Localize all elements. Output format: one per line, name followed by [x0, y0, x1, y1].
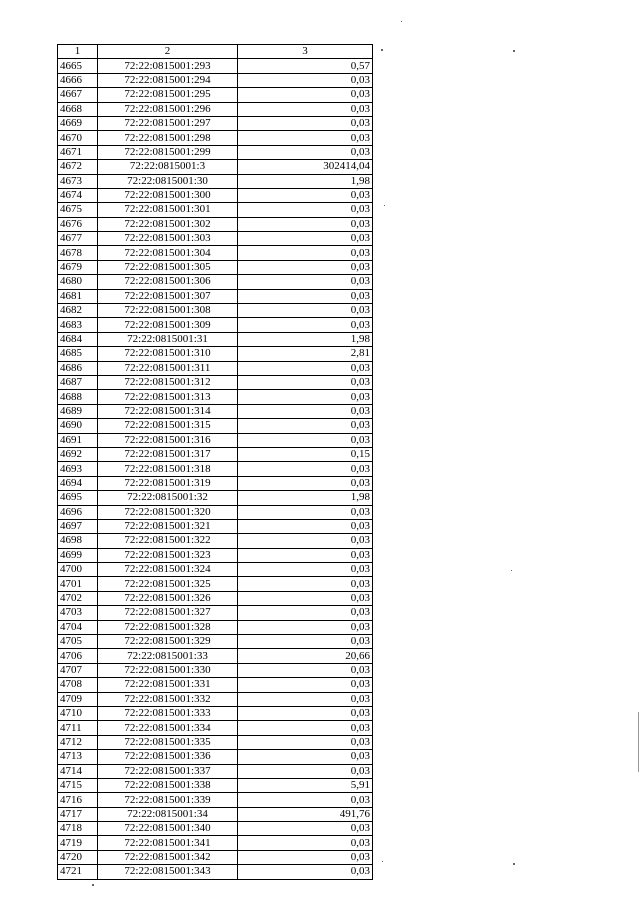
table-row [58, 304, 373, 318]
row-value: 0,03 [238, 836, 373, 850]
row-number: 4705 [58, 635, 98, 649]
scan-speck [382, 861, 383, 862]
table-row [58, 260, 373, 274]
row-value: 0,03 [238, 865, 373, 879]
parcel-table [57, 44, 373, 880]
cadastral-number: 72:22:0815001:306 [98, 275, 238, 289]
header-col-2: 2 [98, 45, 238, 59]
cadastral-number: 72:22:0815001:300 [98, 188, 238, 202]
row-value: 0,03 [238, 750, 373, 764]
cadastral-number: 72:22:0815001:305 [98, 260, 238, 274]
row-value: 2,81 [238, 347, 373, 361]
row-number: 4682 [58, 304, 98, 318]
cadastral-number: 72:22:0815001:327 [98, 606, 238, 620]
row-number: 4670 [58, 131, 98, 145]
row-number: 4708 [58, 678, 98, 692]
row-value: 0,03 [238, 534, 373, 548]
table-row [58, 620, 373, 634]
row-value: 0,03 [238, 232, 373, 246]
cadastral-number: 72:22:0815001:315 [98, 419, 238, 433]
row-number: 4721 [58, 865, 98, 879]
row-number: 4710 [58, 706, 98, 720]
table-row [58, 347, 373, 361]
row-number: 4712 [58, 735, 98, 749]
cadastral-number: 72:22:0815001:337 [98, 764, 238, 778]
row-number: 4690 [58, 419, 98, 433]
row-value: 0,03 [238, 246, 373, 260]
row-number: 4696 [58, 505, 98, 519]
cadastral-number: 72:22:0815001:336 [98, 750, 238, 764]
cadastral-number: 72:22:0815001:297 [98, 116, 238, 130]
row-number: 4702 [58, 591, 98, 605]
cadastral-number: 72:22:0815001:314 [98, 404, 238, 418]
table-row [58, 635, 373, 649]
row-value: 0,03 [238, 635, 373, 649]
row-number: 4676 [58, 217, 98, 231]
row-number: 4689 [58, 404, 98, 418]
cadastral-number: 72:22:0815001:318 [98, 462, 238, 476]
cadastral-number: 72:22:0815001:324 [98, 563, 238, 577]
table-row [58, 73, 373, 87]
table-row [58, 534, 373, 548]
table-row [58, 519, 373, 533]
row-number: 4693 [58, 462, 98, 476]
row-value: 0,03 [238, 663, 373, 677]
row-value: 0,03 [238, 188, 373, 202]
table-row [58, 419, 373, 433]
row-number: 4701 [58, 577, 98, 591]
table-row [58, 289, 373, 303]
cadastral-number: 72:22:0815001:301 [98, 203, 238, 217]
header-row [58, 45, 373, 59]
table-row [58, 318, 373, 332]
row-value: 0,03 [238, 692, 373, 706]
cadastral-number: 72:22:0815001:33 [98, 649, 238, 663]
table-row [58, 476, 373, 490]
row-number: 4678 [58, 246, 98, 260]
row-number: 4709 [58, 692, 98, 706]
row-value: 0,03 [238, 793, 373, 807]
row-value: 0,03 [238, 735, 373, 749]
table-row [58, 663, 373, 677]
row-value: 0,03 [238, 73, 373, 87]
row-number: 4717 [58, 807, 98, 821]
row-value: 0,03 [238, 548, 373, 562]
table-row [58, 505, 373, 519]
row-value: 0,03 [238, 375, 373, 389]
row-number: 4672 [58, 160, 98, 174]
row-number: 4688 [58, 390, 98, 404]
cadastral-number: 72:22:0815001:317 [98, 447, 238, 461]
row-number: 4665 [58, 59, 98, 73]
cadastral-number: 72:22:0815001:299 [98, 145, 238, 159]
row-number: 4681 [58, 289, 98, 303]
row-number: 4683 [58, 318, 98, 332]
table-row [58, 88, 373, 102]
row-value: 0,03 [238, 462, 373, 476]
cadastral-number: 72:22:0815001:330 [98, 663, 238, 677]
table-row [58, 548, 373, 562]
table-row [58, 778, 373, 792]
cadastral-number: 72:22:0815001:311 [98, 361, 238, 375]
row-value: 0,03 [238, 131, 373, 145]
row-value: 0,15 [238, 447, 373, 461]
row-value: 0,03 [238, 217, 373, 231]
cadastral-number: 72:22:0815001:3 [98, 160, 238, 174]
row-number: 4700 [58, 563, 98, 577]
cadastral-number: 72:22:0815001:316 [98, 433, 238, 447]
row-value: 0,03 [238, 577, 373, 591]
scan-speck [381, 49, 383, 51]
row-number: 4671 [58, 145, 98, 159]
cadastral-number: 72:22:0815001:335 [98, 735, 238, 749]
table-row [58, 332, 373, 346]
row-number: 4707 [58, 663, 98, 677]
row-number: 4714 [58, 764, 98, 778]
cadastral-number: 72:22:0815001:31 [98, 332, 238, 346]
row-value: 0,03 [238, 606, 373, 620]
row-value: 0,03 [238, 304, 373, 318]
row-value: 0,57 [238, 59, 373, 73]
cadastral-number: 72:22:0815001:295 [98, 88, 238, 102]
row-value: 0,03 [238, 102, 373, 116]
row-value: 0,03 [238, 519, 373, 533]
row-number: 4667 [58, 88, 98, 102]
table-row [58, 836, 373, 850]
row-value: 0,03 [238, 706, 373, 720]
row-number: 4692 [58, 447, 98, 461]
cadastral-number: 72:22:0815001:32 [98, 491, 238, 505]
scan-speck [511, 570, 512, 571]
row-value: 0,03 [238, 563, 373, 577]
table-row [58, 203, 373, 217]
cadastral-number: 72:22:0815001:320 [98, 505, 238, 519]
cadastral-number: 72:22:0815001:332 [98, 692, 238, 706]
row-value: 0,03 [238, 850, 373, 864]
row-value: 0,03 [238, 764, 373, 778]
cadastral-number: 72:22:0815001:339 [98, 793, 238, 807]
row-value: 1,98 [238, 491, 373, 505]
row-number: 4668 [58, 102, 98, 116]
row-value: 302414,04 [238, 160, 373, 174]
row-value: 0,03 [238, 476, 373, 490]
row-value: 0,03 [238, 203, 373, 217]
cadastral-number: 72:22:0815001:325 [98, 577, 238, 591]
row-value: 1,98 [238, 332, 373, 346]
row-number: 4675 [58, 203, 98, 217]
row-value: 0,03 [238, 318, 373, 332]
cadastral-number: 72:22:0815001:338 [98, 778, 238, 792]
table-row [58, 217, 373, 231]
row-number: 4685 [58, 347, 98, 361]
row-number: 4674 [58, 188, 98, 202]
scan-speck [513, 50, 515, 52]
row-value: 0,03 [238, 433, 373, 447]
cadastral-number: 72:22:0815001:294 [98, 73, 238, 87]
cadastral-number: 72:22:0815001:307 [98, 289, 238, 303]
table-row [58, 447, 373, 461]
cadastral-number: 72:22:0815001:319 [98, 476, 238, 490]
row-value: 0,03 [238, 116, 373, 130]
table-row [58, 404, 373, 418]
cadastral-number: 72:22:0815001:308 [98, 304, 238, 318]
row-value: 0,03 [238, 591, 373, 605]
table-row [58, 491, 373, 505]
row-value: 20,66 [238, 649, 373, 663]
cadastral-number: 72:22:0815001:334 [98, 721, 238, 735]
cadastral-number: 72:22:0815001:303 [98, 232, 238, 246]
table-row [58, 433, 373, 447]
cadastral-number: 72:22:0815001:342 [98, 850, 238, 864]
row-value: 0,03 [238, 88, 373, 102]
row-number: 4691 [58, 433, 98, 447]
cadastral-number: 72:22:0815001:340 [98, 822, 238, 836]
row-number: 4687 [58, 375, 98, 389]
row-value: 0,03 [238, 721, 373, 735]
row-value: 0,03 [238, 361, 373, 375]
table-row [58, 678, 373, 692]
table-row [58, 375, 373, 389]
cadastral-number: 72:22:0815001:326 [98, 591, 238, 605]
table-row [58, 807, 373, 821]
cadastral-number: 72:22:0815001:329 [98, 635, 238, 649]
row-value: 0,03 [238, 145, 373, 159]
table-row [58, 764, 373, 778]
row-number: 4706 [58, 649, 98, 663]
cadastral-number: 72:22:0815001:341 [98, 836, 238, 850]
row-value: 491,76 [238, 807, 373, 821]
cadastral-number: 72:22:0815001:34 [98, 807, 238, 821]
scan-edge [638, 712, 639, 772]
cadastral-number: 72:22:0815001:310 [98, 347, 238, 361]
table-row [58, 174, 373, 188]
row-number: 4704 [58, 620, 98, 634]
cadastral-number: 72:22:0815001:302 [98, 217, 238, 231]
cadastral-number: 72:22:0815001:328 [98, 620, 238, 634]
cadastral-number: 72:22:0815001:343 [98, 865, 238, 879]
table-row [58, 850, 373, 864]
cadastral-number: 72:22:0815001:321 [98, 519, 238, 533]
header-col-3: 3 [238, 45, 373, 59]
row-number: 4698 [58, 534, 98, 548]
cadastral-number: 72:22:0815001:298 [98, 131, 238, 145]
table-row [58, 721, 373, 735]
cadastral-number: 72:22:0815001:30 [98, 174, 238, 188]
table-row [58, 649, 373, 663]
table-row [58, 591, 373, 605]
row-number: 4713 [58, 750, 98, 764]
row-value: 0,03 [238, 275, 373, 289]
row-value: 0,03 [238, 678, 373, 692]
table-row [58, 577, 373, 591]
row-number: 4686 [58, 361, 98, 375]
table-row [58, 390, 373, 404]
table-row [58, 865, 373, 879]
table-row [58, 116, 373, 130]
row-value: 0,03 [238, 260, 373, 274]
table-row [58, 706, 373, 720]
row-number: 4669 [58, 116, 98, 130]
table-row [58, 246, 373, 260]
cadastral-number: 72:22:0815001:312 [98, 375, 238, 389]
row-value: 0,03 [238, 404, 373, 418]
cadastral-number: 72:22:0815001:331 [98, 678, 238, 692]
cadastral-number: 72:22:0815001:309 [98, 318, 238, 332]
cadastral-number: 72:22:0815001:323 [98, 548, 238, 562]
row-number: 4666 [58, 73, 98, 87]
table-row [58, 692, 373, 706]
row-number: 4694 [58, 476, 98, 490]
row-number: 4697 [58, 519, 98, 533]
table-row [58, 102, 373, 116]
table-row [58, 563, 373, 577]
row-number: 4711 [58, 721, 98, 735]
row-number: 4718 [58, 822, 98, 836]
scan-speck [401, 21, 402, 22]
table-row [58, 160, 373, 174]
header-col-1: 1 [58, 45, 98, 59]
row-number: 4720 [58, 850, 98, 864]
table-row [58, 145, 373, 159]
cadastral-number: 72:22:0815001:313 [98, 390, 238, 404]
row-number: 4677 [58, 232, 98, 246]
table-row [58, 822, 373, 836]
scan-speck [92, 884, 94, 886]
scan-speck [384, 205, 385, 206]
row-number: 4684 [58, 332, 98, 346]
table-row [58, 750, 373, 764]
table-row [58, 462, 373, 476]
cadastral-number: 72:22:0815001:304 [98, 246, 238, 260]
row-value: 0,03 [238, 822, 373, 836]
table-body [58, 59, 373, 879]
row-value: 0,03 [238, 419, 373, 433]
cadastral-number: 72:22:0815001:333 [98, 706, 238, 720]
row-value: 1,98 [238, 174, 373, 188]
cadastral-number: 72:22:0815001:322 [98, 534, 238, 548]
scan-speck [513, 863, 515, 865]
row-value: 0,03 [238, 390, 373, 404]
row-number: 4719 [58, 836, 98, 850]
table-row [58, 131, 373, 145]
table-row [58, 59, 373, 73]
table-row [58, 361, 373, 375]
cadastral-number: 72:22:0815001:296 [98, 102, 238, 116]
row-number: 4680 [58, 275, 98, 289]
row-value: 0,03 [238, 620, 373, 634]
table-row [58, 735, 373, 749]
row-number: 4715 [58, 778, 98, 792]
table-row [58, 232, 373, 246]
row-number: 4703 [58, 606, 98, 620]
table-row [58, 606, 373, 620]
row-number: 4716 [58, 793, 98, 807]
row-value: 0,03 [238, 505, 373, 519]
row-number: 4699 [58, 548, 98, 562]
cadastral-number: 72:22:0815001:293 [98, 59, 238, 73]
table-row [58, 793, 373, 807]
row-number: 4673 [58, 174, 98, 188]
row-value: 0,03 [238, 289, 373, 303]
table-row [58, 275, 373, 289]
row-value: 5,91 [238, 778, 373, 792]
row-number: 4695 [58, 491, 98, 505]
table-row [58, 188, 373, 202]
row-number: 4679 [58, 260, 98, 274]
